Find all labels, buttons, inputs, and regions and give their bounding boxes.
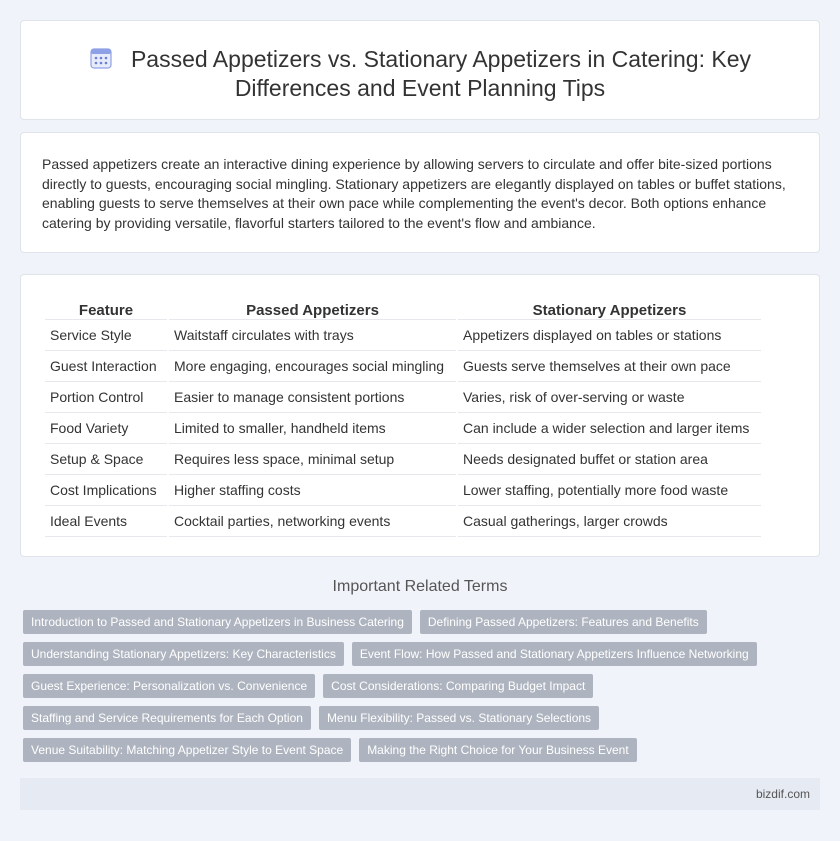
related-term-tag[interactable]: Staffing and Service Requirements for Each Option: [23, 706, 311, 730]
tag-row: [23, 610, 803, 634]
table-cell: Waitstaff circulates with trays: [169, 320, 456, 351]
page-title: Passed Appetizers vs. Stationary Appetizers in Catering: Key Differences and Event Planning Tips: [130, 46, 752, 101]
related-term-tag[interactable]: Defining Passed Appetizers: Features and Benefits: [420, 610, 707, 634]
table-row: [45, 506, 761, 537]
description-text: Passed appetizers create an interactive dining experience by allowing servers to circulate and offer bite-sized portions directly to guests, encouraging social mingling. Stationary appetizers are elegantly displayed on tables or buffet stations, enabling guests to serve themselves at their own pace while complementing the event's decor. Both options enhance catering by providing versatile, flavorful starters tailored to the event's flow and ambiance.: [42, 156, 786, 231]
related-term-tag[interactable]: Understanding Stationary Appetizers: Key Characteristics: [23, 642, 344, 666]
related-term-tag[interactable]: Making the Right Choice for Your Business Event: [359, 738, 636, 762]
footer-site-link[interactable]: bizdif.com: [755, 787, 810, 801]
table-cell: Lower staffing, potentially more food waste: [458, 475, 761, 506]
column-header-feature: Feature: [45, 296, 167, 320]
related-terms-heading: Important Related Terms: [332, 578, 508, 595]
comparison-card: [20, 274, 820, 557]
table-cell: Higher staffing costs: [169, 475, 456, 506]
table-cell: Needs designated buffet or station area: [458, 444, 761, 475]
table-row: [45, 320, 761, 351]
table-row: [45, 444, 761, 475]
page-title-wrap: [21, 45, 819, 103]
related-term-tag[interactable]: Guest Experience: Personalization vs. Convenience: [23, 674, 315, 698]
table-header-row: [45, 296, 761, 320]
tag-row: [23, 642, 803, 666]
table-cell: Limited to smaller, handheld items: [169, 413, 456, 444]
column-header-stationary: Stationary Appetizers: [458, 296, 761, 320]
table-cell: Easier to manage consistent portions: [169, 382, 456, 413]
table-cell: Guests serve themselves at their own pace: [458, 351, 761, 382]
table-cell: Casual gatherings, larger crowds: [458, 506, 761, 537]
related-term-tag[interactable]: Event Flow: How Passed and Stationary Appetizers Influence Networking: [352, 642, 757, 666]
tag-row: [23, 706, 803, 730]
footer: [20, 778, 820, 810]
related-terms-list: [23, 610, 803, 770]
table-cell: Food Variety: [45, 413, 167, 444]
tag-row: [23, 674, 803, 698]
tag-row: [23, 738, 803, 762]
description-card: [20, 132, 820, 253]
table-cell: More engaging, encourages social mingling: [169, 351, 456, 382]
table-cell: Setup & Space: [45, 444, 167, 475]
related-term-tag[interactable]: Menu Flexibility: Passed vs. Stationary Selections: [319, 706, 599, 730]
related-term-tag[interactable]: Cost Considerations: Comparing Budget Impact: [323, 674, 593, 698]
table-cell: Varies, risk of over-serving or waste: [458, 382, 761, 413]
title-card: [20, 20, 820, 120]
table-cell: Appetizers displayed on tables or stations: [458, 320, 761, 351]
table-cell: Service Style: [45, 320, 167, 351]
table-cell: Cocktail parties, networking events: [169, 506, 456, 537]
comparison-table: [43, 296, 763, 537]
table-cell: Portion Control: [45, 382, 167, 413]
related-term-tag[interactable]: Venue Suitability: Matching Appetizer Style to Event Space: [23, 738, 351, 762]
related-term-tag[interactable]: Introduction to Passed and Stationary Appetizers in Business Catering: [23, 610, 412, 634]
calendar-icon: [89, 46, 113, 70]
column-header-passed: Passed Appetizers: [169, 296, 456, 320]
table-row: [45, 382, 761, 413]
table-row: [45, 475, 761, 506]
table-cell: Requires less space, minimal setup: [169, 444, 456, 475]
table-cell: Guest Interaction: [45, 351, 167, 382]
table-cell: Ideal Events: [45, 506, 167, 537]
table-cell: Cost Implications: [45, 475, 167, 506]
table-cell: Can include a wider selection and larger items: [458, 413, 761, 444]
table-row: [45, 351, 761, 382]
table-row: [45, 413, 761, 444]
